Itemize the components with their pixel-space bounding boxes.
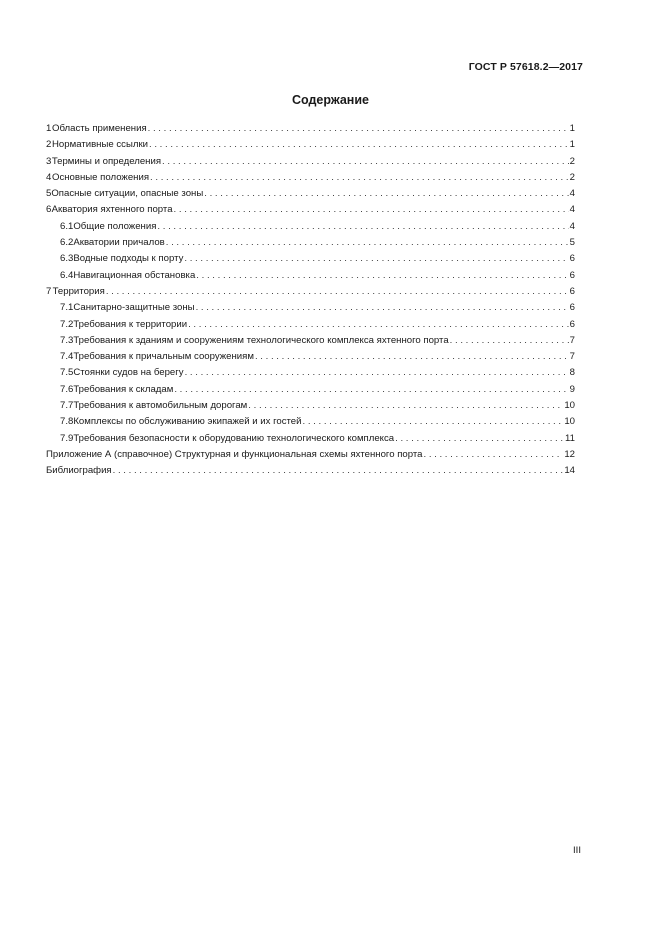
toc-entry-6-4[interactable] — [46, 268, 575, 284]
toc-entry-label: Акватория яхтенного порта — [51, 204, 173, 216]
toc-entry-label: Требования к автомобильным дорогам — [73, 400, 248, 412]
toc-entry-7-1[interactable] — [46, 300, 575, 316]
toc-entry-number: 3 — [46, 155, 52, 167]
toc-leader-dots — [162, 154, 569, 170]
toc-entry-number: 7.7 — [60, 400, 74, 412]
toc-entry-page: 2 — [569, 155, 575, 167]
toc-entry-page: 10 — [564, 400, 575, 412]
toc-entry-number: 6.1 — [60, 220, 74, 232]
toc-entry-page: 6 — [569, 285, 575, 297]
toc-entry-7-2[interactable] — [46, 317, 575, 333]
toc-entry-page: 6 — [569, 253, 575, 265]
toc-entry-number: 6.3 — [60, 253, 74, 265]
toc-leader-dots — [395, 431, 564, 447]
toc-entry-label: Требования к причальным сооружениям — [73, 351, 254, 363]
toc-entry-number: 2 — [46, 139, 52, 151]
toc-leader-dots — [303, 414, 564, 430]
toc-leader-dots — [150, 170, 569, 186]
toc-entry-7-4[interactable] — [46, 349, 575, 365]
toc-entry-page: 4 — [569, 188, 575, 200]
toc-entry-page: 7 — [569, 334, 575, 346]
toc-entry-number: 7.2 — [60, 318, 74, 330]
toc-entry-label: Приложение А (справочное) Структурная и функциональная схемы яхтенного порта — [46, 448, 423, 460]
toc-entry-number: 6 — [46, 204, 52, 216]
toc-entry-appendix-a[interactable] — [46, 447, 575, 463]
toc-entry-label: Требования к территории — [73, 318, 188, 330]
toc-leader-dots — [166, 235, 569, 251]
toc-entry-number: 4 — [46, 171, 52, 183]
toc-entry-7[interactable] — [46, 284, 575, 300]
toc-leader-dots — [106, 284, 569, 300]
toc-entry-page: 8 — [569, 367, 575, 379]
toc-entry-number: 7.9 — [60, 432, 74, 444]
document-id: ГОСТ Р 57618.2—2017 — [468, 61, 583, 73]
toc-entry-label: Область применения — [52, 123, 147, 134]
toc-entry-page: 9 — [569, 383, 575, 395]
toc-leader-dots — [148, 121, 569, 137]
toc-entry-page: 11 — [565, 432, 575, 444]
toc-entry-7-7[interactable] — [46, 398, 575, 414]
toc-entry-number: 7.3 — [60, 334, 74, 346]
toc-entry-label: Основные положения — [51, 171, 150, 183]
toc-leader-dots — [157, 219, 568, 235]
toc-leader-dots — [196, 268, 568, 284]
toc-entry-label: Нормативные ссылки — [52, 139, 149, 151]
toc-entry-number: 7.1 — [60, 302, 74, 314]
toc-leader-dots — [255, 349, 569, 365]
toc-entry-bibliography[interactable] — [46, 463, 575, 479]
toc-entry-number: 7.8 — [60, 416, 74, 428]
toc-entry-7-5[interactable] — [46, 365, 575, 381]
table-of-contents — [46, 121, 575, 480]
toc-entry-label: Общие положения — [73, 220, 157, 232]
toc-entry-3[interactable] — [46, 154, 575, 170]
toc-entry-number: 6.4 — [60, 269, 74, 281]
toc-entry-2[interactable] — [46, 137, 575, 153]
toc-entry-page: 4 — [569, 220, 575, 232]
toc-leader-dots — [149, 137, 569, 153]
toc-entry-6-3[interactable] — [46, 251, 575, 267]
toc-entry-7-6[interactable] — [46, 382, 575, 398]
toc-leader-dots — [113, 463, 564, 479]
toc-entry-6[interactable] — [46, 202, 575, 218]
toc-entry-label: Требования безопасности к оборудованию технологического комплекса — [73, 432, 395, 444]
toc-entry-label: Акватории причалов — [73, 237, 165, 249]
toc-entry-4[interactable] — [46, 170, 575, 186]
toc-entry-6-1[interactable] — [46, 219, 575, 235]
page-title: Содержание — [291, 93, 369, 107]
toc-entry-page: 10 — [564, 416, 575, 428]
toc-entry-page: 1 — [569, 123, 575, 134]
toc-entry-label: Навигационная обстановка — [73, 269, 196, 281]
toc-entry-label: Санитарно-защитные зоны — [73, 302, 195, 314]
toc-entry-number: 7.6 — [60, 383, 74, 395]
page-number: III — [573, 845, 581, 856]
toc-leader-dots — [204, 186, 568, 202]
toc-leader-dots — [196, 300, 569, 316]
toc-entry-label: Стоянки судов на берегу — [73, 367, 184, 379]
toc-leader-dots — [174, 202, 569, 218]
toc-leader-dots — [184, 251, 568, 267]
toc-entry-page: 2 — [569, 171, 575, 183]
toc-leader-dots — [174, 382, 568, 398]
toc-leader-dots — [188, 317, 569, 333]
toc-leader-dots — [185, 365, 569, 381]
toc-entry-number: 6.2 — [60, 237, 74, 249]
toc-entry-1[interactable] — [46, 121, 575, 137]
toc-entry-label: Опасные ситуации, опасные зоны — [51, 188, 204, 200]
toc-entry-page: 7 — [569, 351, 575, 363]
toc-entry-page: 5 — [569, 237, 575, 249]
toc-entry-number: 7.4 — [60, 351, 74, 363]
toc-entry-page: 12 — [564, 448, 575, 460]
toc-entry-7-3[interactable] — [46, 333, 575, 349]
toc-entry-page: 6 — [569, 318, 575, 330]
toc-entry-7-9[interactable] — [46, 431, 575, 447]
toc-entry-number: 7 — [46, 285, 52, 297]
toc-entry-label: Термины и определения — [51, 155, 162, 167]
toc-leader-dots — [423, 447, 563, 463]
toc-leader-dots — [450, 333, 569, 349]
toc-entry-label: Требования к складам — [73, 383, 174, 395]
toc-entry-6-2[interactable] — [46, 235, 575, 251]
toc-entry-number: 1 — [46, 123, 52, 134]
toc-leader-dots — [248, 398, 563, 414]
toc-entry-label: Водные подходы к порту — [73, 253, 184, 265]
toc-entry-label: Территория — [52, 285, 105, 297]
toc-entry-page: 6 — [569, 302, 575, 314]
toc-entry-page: 1 — [569, 139, 575, 151]
toc-entry-page: 4 — [569, 204, 575, 216]
toc-entry-page: 6 — [569, 269, 575, 281]
toc-entry-5[interactable] — [46, 186, 575, 202]
toc-entry-label: Библиография — [46, 465, 112, 477]
toc-entry-label: Комплексы по обслуживанию экипажей и их гостей — [73, 416, 302, 428]
toc-entry-page: 14 — [564, 465, 575, 477]
toc-entry-7-8[interactable] — [46, 414, 575, 430]
toc-entry-number: 7.5 — [60, 367, 74, 379]
toc-entry-label: Требования к зданиям и сооружениям технологического комплекса яхтенного порта — [73, 334, 449, 346]
toc-entry-number: 5 — [46, 188, 52, 200]
